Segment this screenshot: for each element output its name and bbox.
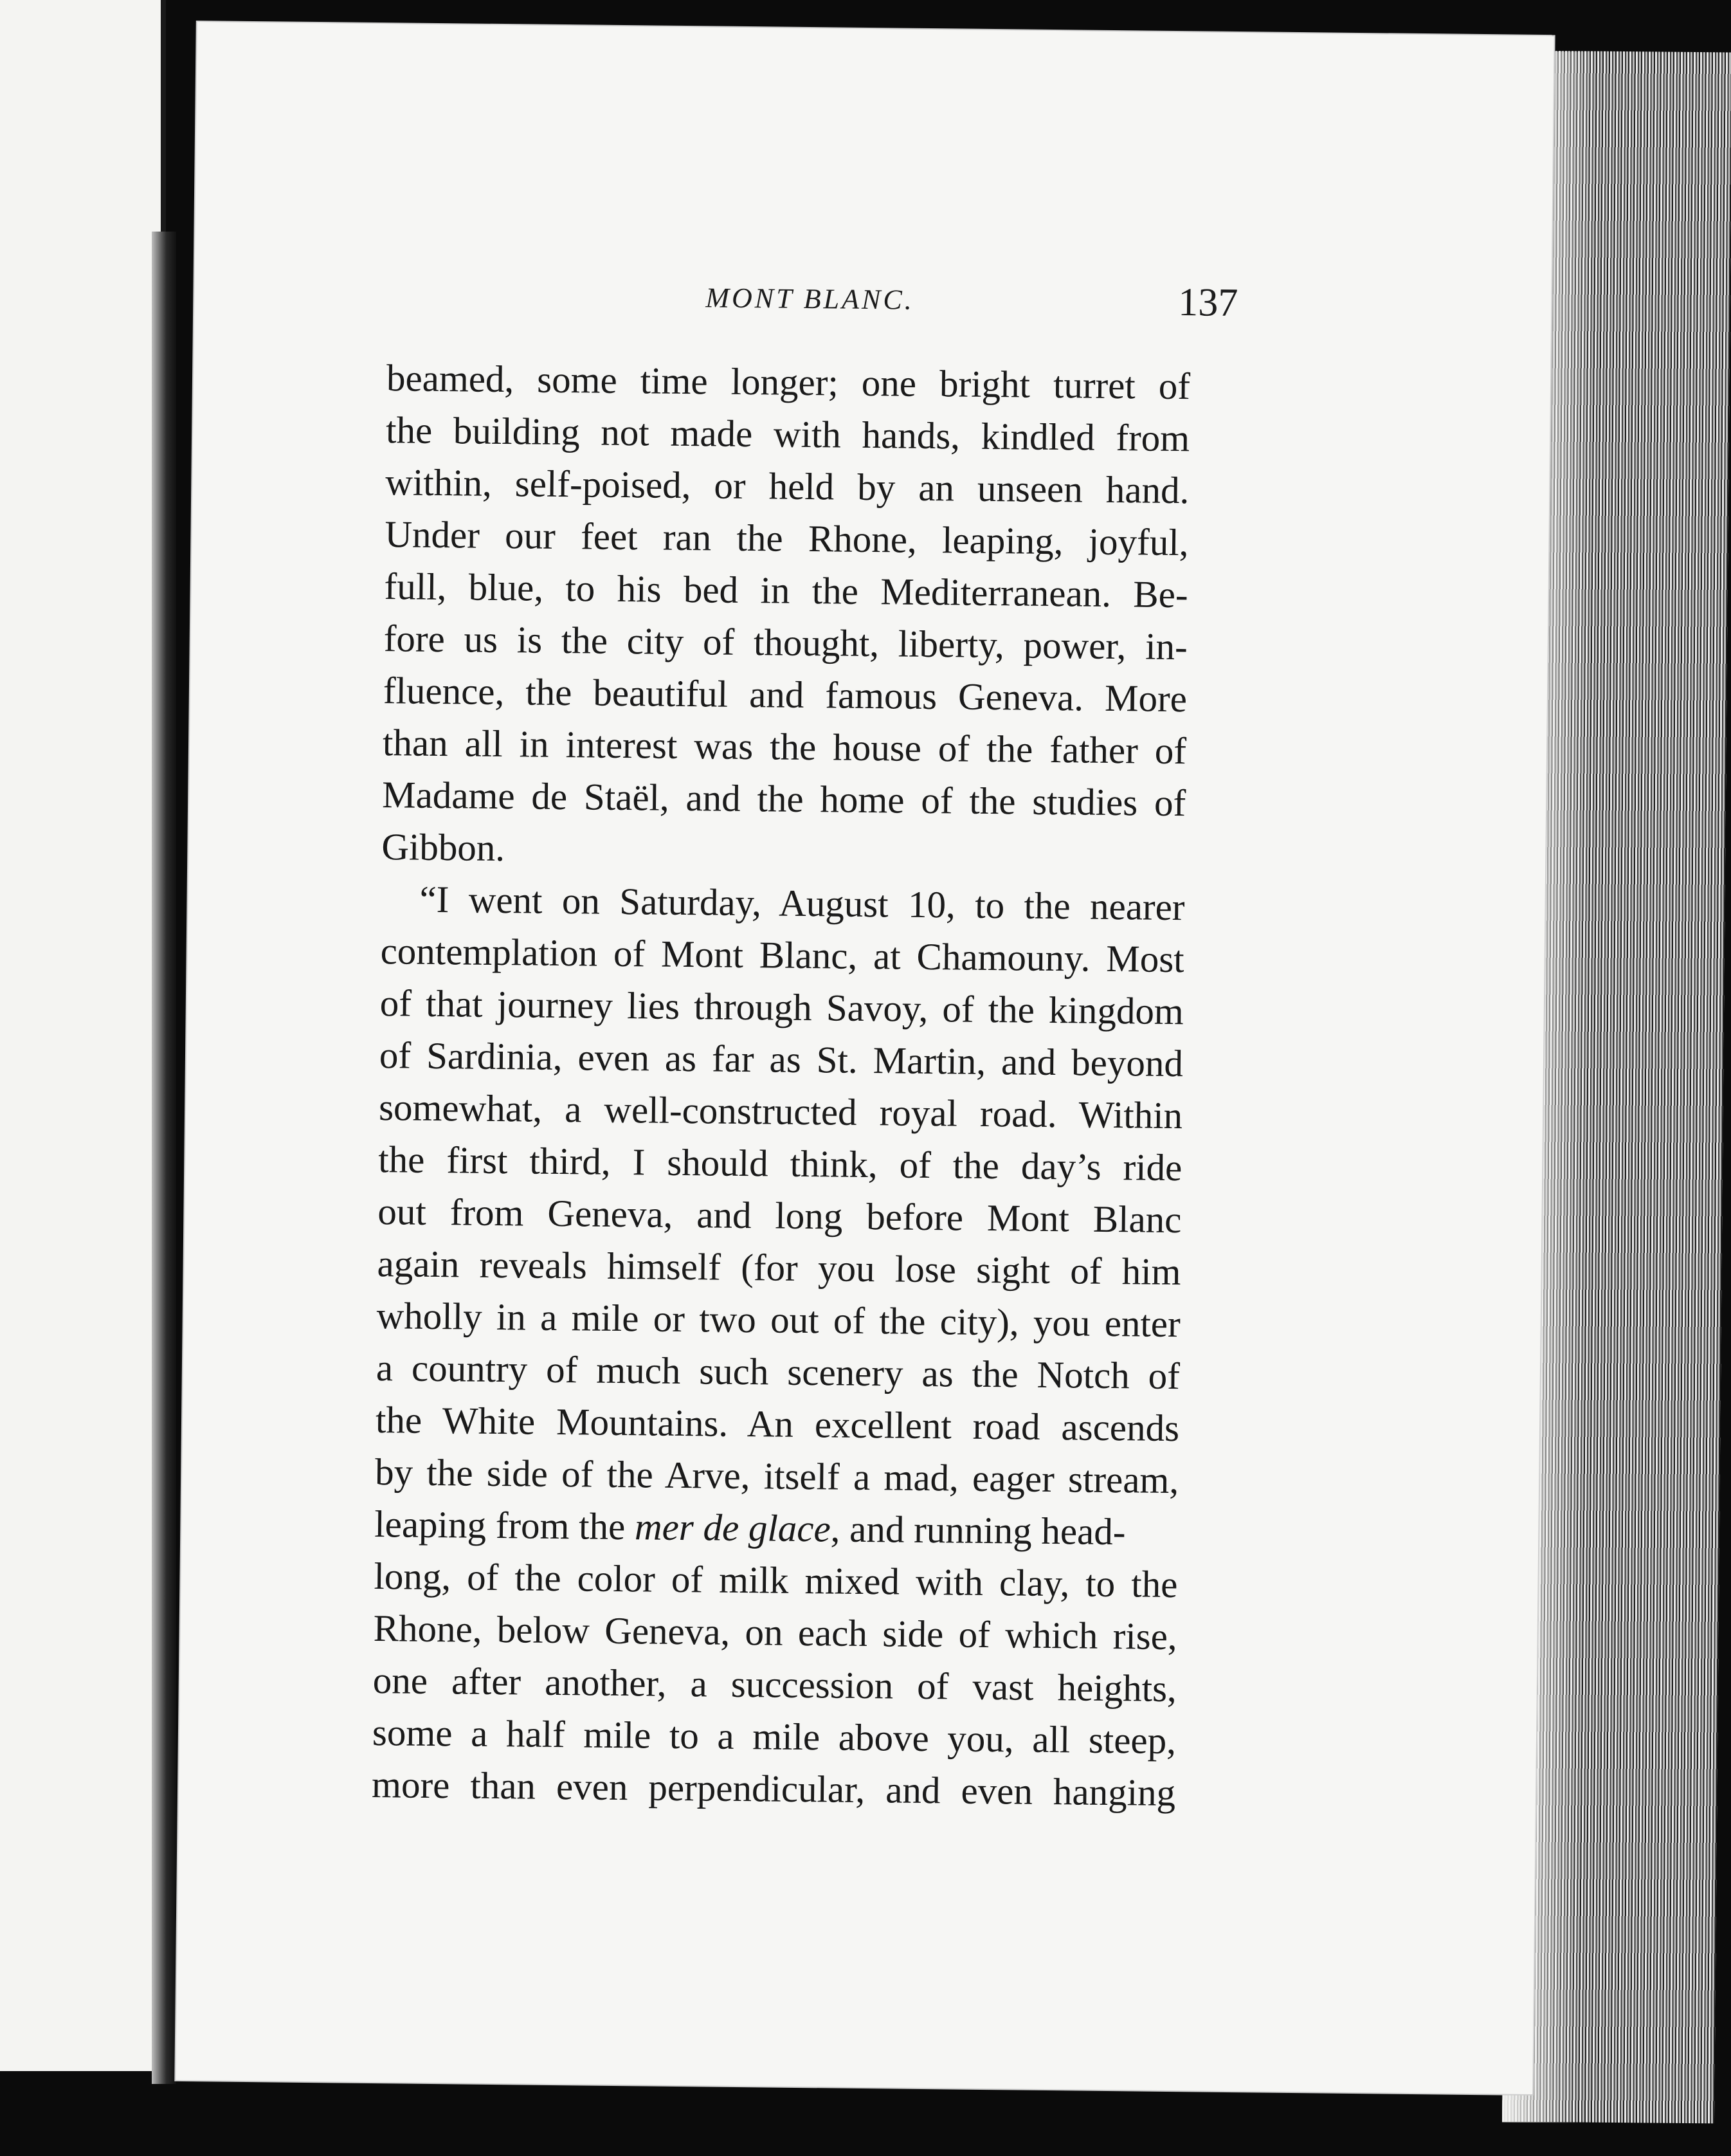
text-line: Madame de Staël, and the home of the studies of: [381, 773, 1186, 825]
text-line: full, blue, to his bed in the Mediterranean. Be-: [384, 565, 1188, 616]
text-line: fluence, the beautiful and famous Geneva. More: [383, 669, 1188, 720]
text-line: the building not made with hands, kindled from: [385, 408, 1190, 460]
text-line: than all in interest was the house of the father of: [382, 721, 1187, 772]
text-line: within, self-poised, or held by an unseen hand.: [385, 461, 1190, 512]
running-head: MONT BLANC.: [705, 282, 914, 316]
facing-page-edge: [0, 0, 166, 2071]
page-number: 137: [1177, 280, 1238, 325]
text-line: Rhone, below Geneva, on each side of which rise,: [373, 1607, 1177, 1658]
book-gutter: [152, 232, 176, 2084]
text-line: out from Geneva, and long before Mont Blanc: [377, 1190, 1182, 1241]
text-line: the White Mountains. An excellent road ascends: [375, 1398, 1180, 1450]
text-line: one after another, a succession of vast heights,: [372, 1659, 1177, 1710]
body-text: [372, 352, 1191, 1819]
text-line: long, of the color of milk mixed with clay, to the: [374, 1555, 1178, 1606]
text-line: “I went on Saturday, August 10, to the nearer: [419, 877, 1185, 929]
text-line: fore us is the city of thought, liberty, power, in-: [383, 617, 1188, 668]
text-line: wholly in a mile or two out of the city), you enter: [376, 1294, 1181, 1346]
text-line: of that journey lies through Savoy, of the kingdom: [379, 982, 1184, 1033]
text-segment: , and running head-: [830, 1507, 1126, 1553]
text-line: some a half mile to a mile above you, all steep,: [372, 1711, 1177, 1762]
text-line: the first third, I should think, of the day’s ride: [377, 1138, 1183, 1189]
text-line: somewhat, a well-constructed royal road. Within: [378, 1086, 1183, 1137]
text-line: by the side of the Arve, itself a mad, eager stream,: [374, 1450, 1179, 1502]
text-line: of Sardinia, even as far as St. Martin, and beyond: [379, 1034, 1184, 1085]
text-line: more than even perpendicular, and even hanging: [371, 1763, 1176, 1814]
text-segment: leaping from the: [374, 1503, 626, 1548]
text-line: Under our feet ran the Rhone, leaping, joyful,: [385, 513, 1189, 564]
page-header: [194, 276, 1552, 342]
text-line: again reveals himself (for you lose sight of him: [377, 1242, 1181, 1293]
text-line-with-italic: [374, 1498, 1179, 1558]
italic-phrase: mer de glace: [634, 1505, 831, 1550]
text-line: contemplation of Mont Blanc, at Chamouny. Most: [380, 929, 1184, 981]
text-line: a country of much such scenery as the Notch of: [376, 1346, 1181, 1398]
book-page: [176, 22, 1554, 2094]
text-line: beamed, some time longer; one bright turret of: [386, 356, 1191, 408]
text-line: Gibbon.: [381, 825, 505, 870]
